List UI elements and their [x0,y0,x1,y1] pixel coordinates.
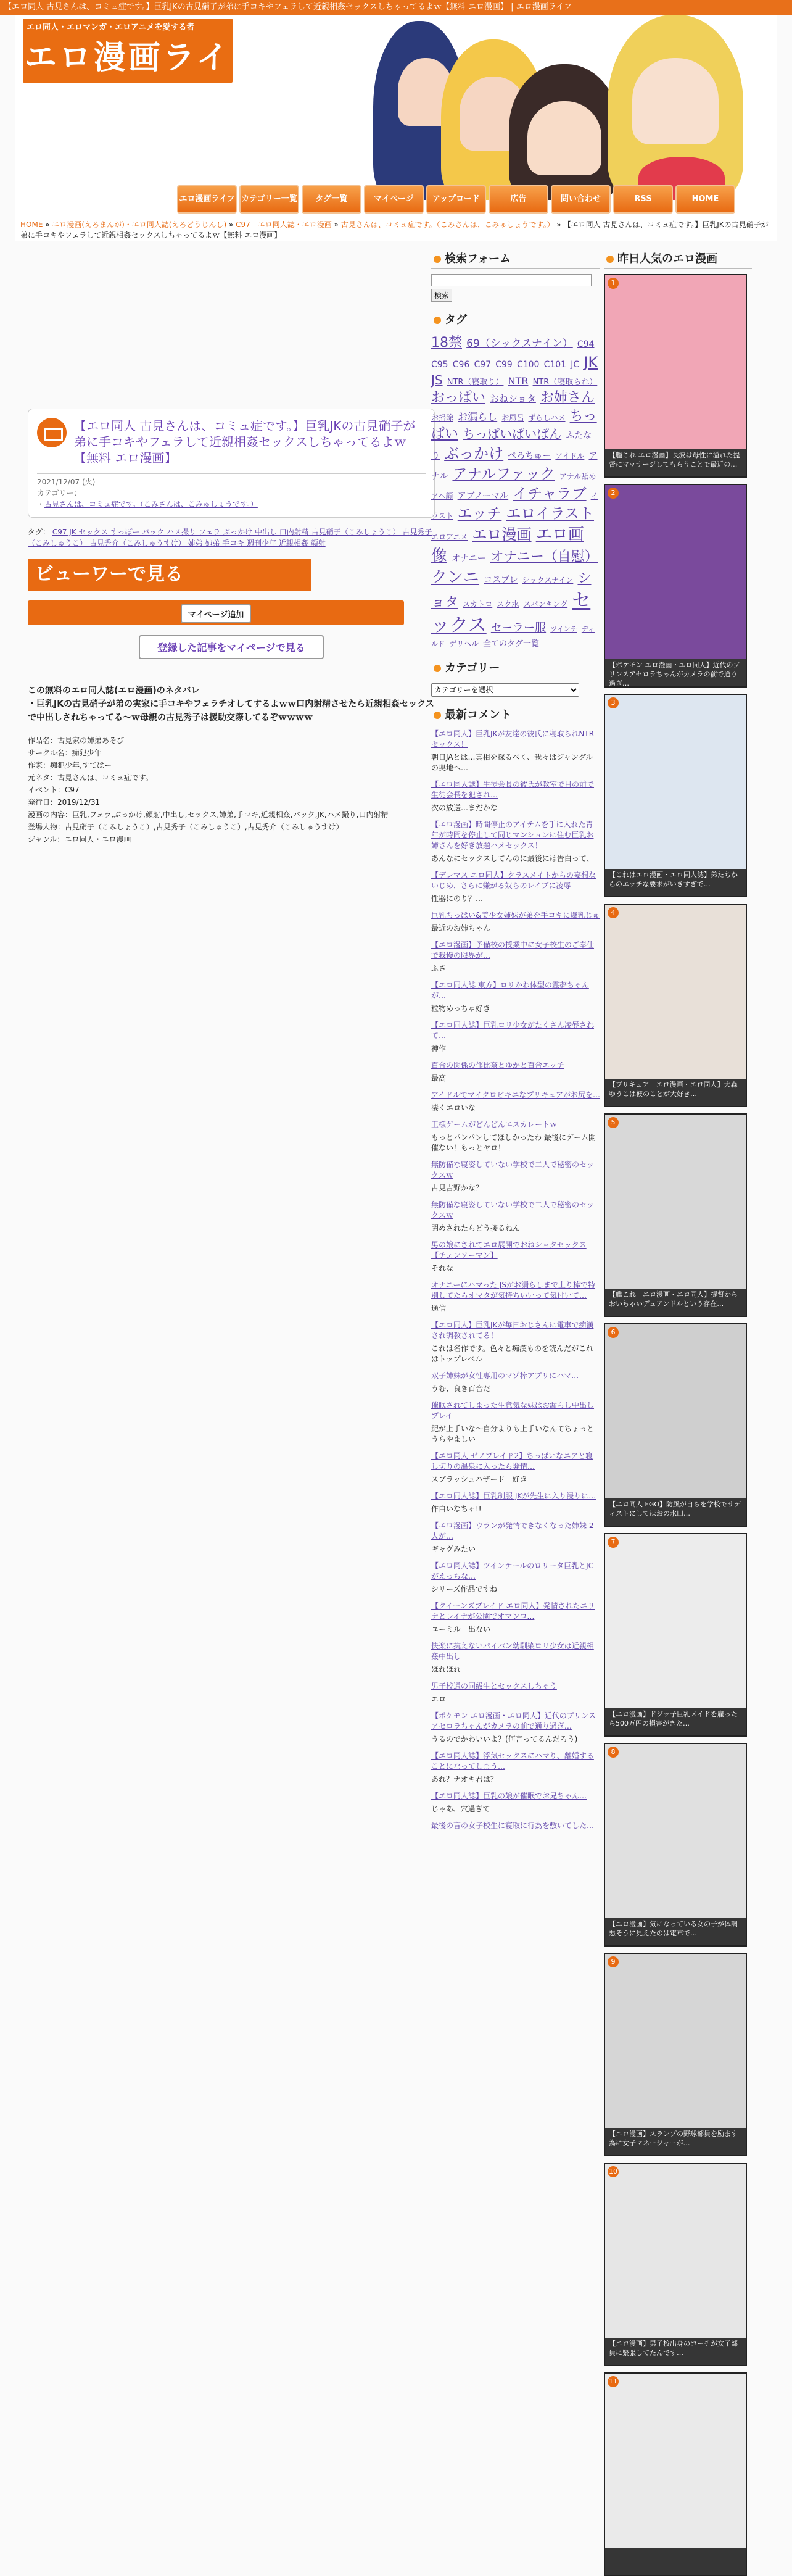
tag-link[interactable]: アナルファック [452,465,555,483]
site-header [15,15,777,200]
tag-link[interactable]: アイドル [555,452,585,461]
ranking-thumbnail[interactable] [605,2164,746,2338]
tag-link[interactable]: アヘ顔 [431,491,453,501]
comment-article-link[interactable]: オナニーにハマった JSがお漏らしまで上り棒で特別してたらオマタが気持ちいいって気付いて… [431,1280,596,1300]
comment-article-link[interactable]: 【クイーンズブレイド エロ同人】発情されたエリナとレイナが公園でオマンコ… [431,1601,595,1621]
comment-item [431,1641,600,1675]
tag-link[interactable]: クンニ [431,568,480,587]
nav-item-mypage[interactable]: マイページ [364,185,424,214]
tag-link[interactable]: ディルド [431,625,595,648]
nav-item-tags[interactable]: タグ一覧 [302,185,361,214]
tag-link[interactable]: C101 [543,359,567,370]
tags-label: タグ： [28,528,51,536]
tag-link[interactable]: おっぱい [431,390,486,406]
comment-article-link[interactable]: 催眠されてしまった生意気な妹はお漏らし中出しプレイ [431,1400,595,1420]
comment-text: あんなにセックスしてんのに最後には告白って、 [431,854,594,863]
comment-text: あれ？ナオキ君は？ [431,1774,498,1784]
ranking-number: 7 [608,1537,619,1548]
ranking-caption[interactable]: 【これはエロ漫画・エロ同人誌】弟たちからのエッチな要求がいきすぎで… [605,869,746,896]
viewer-button[interactable]: ビューワーで見る [28,559,311,591]
ranking-item[interactable] [604,2163,747,2366]
tag-link[interactable]: シックスナイン [522,575,574,584]
ranking-number: 11 [608,2376,619,2387]
ranking-thumbnail[interactable] [605,905,746,1079]
registered-articles-button[interactable]: 登録した記事をマイページで見る [139,635,324,659]
comment-item [431,910,600,934]
tag-link[interactable]: 18禁 [431,335,462,351]
comment-item [431,940,600,974]
tag-link[interactable]: お掃除 [431,413,454,422]
tag-link[interactable]: NTR（寝取られ） [532,378,598,388]
ranking-number: 1 [608,278,619,289]
nav-item-contact[interactable]: 問い合わせ [551,185,611,214]
comment-item [431,1521,600,1555]
mypage-add-button[interactable]: マイページ追加 [181,604,251,623]
category-label: カテゴリー： [37,489,81,497]
ranking-caption[interactable]: 【艦これ エロ漫画】長波は母性に溢れた提督にマッサージしてもらうことで最近の… [605,449,746,476]
tag-link[interactable]: C99 [495,359,513,370]
search-widget-title: 検索フォーム [431,249,600,269]
comment-article-link[interactable]: 【エロ同人】巨乳JKが友達の彼氏に寝取られNTRセックス！ [431,729,595,749]
main-article [28,409,435,846]
tag-link[interactable]: 69（シックスナイン） [466,338,573,350]
comment-text: 閉めされたらどう接るねん [431,1223,521,1232]
comment-item [431,1791,600,1814]
comment-article-link[interactable]: 男の娘にされてエロ展開でおねショタセックス【チェンソーマン】 [431,1240,587,1260]
comment-item [431,820,600,864]
tag-link[interactable]: JK [584,353,598,371]
breadcrumb-cat2[interactable]: C97 エロ同人誌・エロ漫画 [236,220,332,229]
ranking-item[interactable] [604,694,747,897]
recent-comments [431,729,600,1831]
nav-item-ads[interactable]: 広告 [489,185,548,214]
tag-link[interactable]: スパンキング [523,599,568,609]
ranking-number: 9 [608,1956,619,1967]
tag-link[interactable]: セーラー服 [490,621,547,635]
main-nav [177,185,735,214]
comment-item [431,1561,600,1595]
tag-link[interactable]: アナル舐め [559,472,596,481]
comment-text: ギャグみたい [431,1544,476,1553]
ranking-list [604,274,752,2576]
post-date: 2021/12/07 (火) [37,478,96,486]
ranking-caption[interactable]: 【エロ漫画】気になっている女の子が体調悪そうに見えたのは電車で… [605,1918,746,1945]
ranking-thumbnail[interactable] [605,1324,746,1498]
ranking-number: 6 [608,1327,619,1338]
comment-text: 性器にのり？… [431,894,484,903]
ranking-number: 2 [608,488,619,499]
breadcrumb: HOME » エロ漫画(えろまんが)・エロ同人誌(えろどうじんし) » C97 エロ同人誌・エロ漫画 » 古見さんは、コミュ症です。（こみさんは、こみゅしょうです。） » 【エロ同人 古見さんは、コミュ症です。】巨乳JKの古見硝子が弟に手コキやフェラして近親相姦セックスしちゃってるよｗ【無料 エロ漫画】 [20,220,769,239]
tag-link[interactable]: イチャラブ [513,484,587,502]
comment-text: 最近のお姉ちゃん [431,923,491,933]
ranking-item[interactable] [604,904,747,1107]
comment-article-link[interactable]: 【エロ同人誌 東方】ロリかわ体型の霊夢ちゃんが… [431,980,589,1000]
tag-link[interactable]: C94 [577,339,595,349]
ranking-item[interactable] [604,2372,747,2576]
ranking-caption[interactable]: 【プリキュア エロ漫画・エロ同人】大森ゆうこは彼のことが大好き… [605,1079,746,1106]
comment-article-link[interactable]: 【ポケモン エロ漫画・エロ同人】近代のプリンスアセロラちゃんがカメラの前で通り過ぎ… [431,1711,596,1730]
ranking-item[interactable] [604,1113,747,1317]
mypage-add-bar [28,600,404,625]
ranking-caption[interactable]: 【エロ漫画】ドジッ子巨乳メイドを雇ったら500万円の損害がきた… [605,1708,746,1735]
comment-article-link[interactable]: 百合の関係の郁比奈とゆかと百合エッチ [431,1060,564,1070]
ranking-caption[interactable]: 【エロ同人 FGO】防風が自らを学校でサディストにしてほおの水田… [605,1498,746,1526]
comment-text: 神作 [431,1044,447,1053]
ranking-caption[interactable]: 【エロ漫画】男子校出身のコーチが女子部員に緊張してたんです… [605,2338,746,2365]
comment-article-link[interactable]: 【エロ同人誌】浮気セックスにハマり、離婚することになってしまう… [431,1751,594,1771]
post-box [28,409,435,518]
comment-item [431,870,600,904]
comment-item [431,1240,600,1274]
comment-text: ユーミル 出ない [431,1624,491,1634]
tag-link[interactable]: お姉さん [540,390,595,406]
ranking-number: 10 [608,2166,619,2177]
tag-link[interactable]: JC [571,359,580,370]
comment-article-link[interactable]: 【エロ同人誌】ツインテールのロリータ巨乳とJCがえっちな… [431,1561,594,1581]
top-title-bar: 【エロ同人 古見さんは、コミュ症です。】巨乳JKの古見硝子が弟に手コキやフェラして近親相姦セックスしちゃってるよｗ【無料 エロ漫画】 | エロ漫画ライフ [0,0,792,15]
nav-item-upload[interactable]: アップロード [426,185,486,214]
breadcrumb-cat1[interactable]: エロ漫画(えろまんが)・エロ同人誌(えろどうじんし) [52,220,227,229]
comment-text: ほれほれ [431,1664,461,1674]
ranking-number: 8 [608,1747,619,1758]
comment-item [431,1491,600,1514]
tag-link[interactable]: ぶっかけ [444,445,504,463]
comment-item [431,1320,600,1365]
comment-text: じゃあ、穴過ぎて [431,1804,490,1813]
nav-item-home[interactable]: HOME [675,185,735,214]
post-meta: 2021/12/07 (火) カテゴリー： ・古見さんは、コミュ症です。（こみさんは、こみゅしょうです。） [37,473,426,510]
comment-text: 最高 [431,1073,447,1082]
comment-article-link[interactable]: 双子姉妹が女性専用のマゾ棒アプリにハマ… [431,1371,579,1380]
comment-article-link[interactable]: 無防備な寝姿していない学校で二人で秘密のセックスｗ [431,1160,595,1179]
ranking-item[interactable] [604,1323,747,1527]
tag-link[interactable]: C100 [516,359,540,370]
comment-item [431,1020,600,1054]
comment-article-link[interactable]: 王様ゲームがどんどんエスカレートｗ [431,1120,558,1129]
comment-item [431,1371,600,1394]
comment-item [431,1120,600,1153]
nav-item-home-site[interactable]: エロ漫画ライフ [177,185,237,214]
ranking-caption[interactable]: 【ポケモン エロ漫画・エロ同人】近代のプリンスアセロラちゃんがカメラの前で通り過ぎ… [605,659,746,686]
post-tags[interactable]: C97 JK セックス すっぽー バック ハメ撮り フェラ ぶっかけ 中出し 口内射精 古見硝子（こみしょうこ） 古見秀子（こみしゅうこ） 古見秀介（こみしゅうすけ） 姉弟 姉弟 手コキ 週刊少年 近親相姦 顔射 [28,528,432,547]
comment-item [431,1400,600,1445]
logo-tagline: エロ同人・エロマンガ・エロアニメを愛する者 [27,23,195,32]
comment-text: 凄くエロいな [431,1103,476,1112]
tag-link[interactable]: オナニー [452,553,486,563]
ranking-item[interactable] [604,1533,747,1737]
comment-text: 作白いなちゃ!! [431,1504,482,1513]
tag-link[interactable]: スカトロ [463,599,493,609]
sidebar-widgets [431,241,600,2401]
comments-widget-title: 最新コメント [431,705,600,725]
tag-link[interactable]: おねショタ [490,393,536,405]
tag-link[interactable]: お風呂 [501,413,524,422]
tag-link[interactable]: ずらしハメ [528,413,566,422]
ranking-item[interactable] [604,1743,747,1947]
comment-text: 次の放送…まだかな [431,803,498,812]
tag-link[interactable]: ツインテ [550,625,577,634]
post-title[interactable]: 【エロ同人 古見さんは、コミュ症です。】巨乳JKの古見硝子が弟に手コキやフェラして近親相姦セックスしちゃってるよｗ【無料 エロ漫画】 [74,418,416,465]
comment-item [431,1451,600,1485]
comment-text: もっとパンパンしてほしかったわ 最後にゲーム開催ない！もっとヤロ！ [431,1132,596,1152]
breadcrumb-current: 【エロ同人 古見さんは、コミュ症です。】巨乳JKの古見硝子が弟に手コキやフェラして近親相姦セックスしちゃってるよｗ【無料 エロ漫画】 [20,220,769,239]
comment-article-link[interactable]: 【エロ漫画】ウランが発情できなくなった姉妹 2人が… [431,1521,594,1540]
post-category-link[interactable]: 古見さんは、コミュ症です。（こみさんは、こみゅしょうです。） [44,500,258,509]
comment-text: 古見吉野かな？ [431,1183,484,1192]
ranking-item[interactable] [604,1953,747,2156]
comment-article-link[interactable]: 快楽に抗えないパイパン幼馴染ロリ少女は近親相姦中出し [431,1641,594,1661]
comment-item [431,1681,600,1705]
comment-article-link[interactable]: 【エロ同人誌】巨乳の娘が催眠でお兄ちゃん… [431,1791,587,1800]
comment-article-link[interactable]: 【エロ同人 ゼノブレイド2】ちっぱいなニアと寝し切りの温泉に入ったら発情… [431,1451,593,1471]
tag-link[interactable]: セックス [431,589,591,637]
logo-name: エロ漫画ライフ [24,39,231,114]
comment-article-link[interactable]: 【エロ漫画】時間停止のアイテムを手に入れた青年が時間を停止して同じマンションに住む巨乳お姉さんを好き放題ハメセックス！ [431,820,594,850]
category-widget-title: カテゴリー [431,659,600,678]
tag-link[interactable]: C96 [452,359,470,370]
ranking-thumbnail[interactable] [605,485,746,659]
ranking-thumbnail[interactable] [605,695,746,869]
comment-article-link[interactable]: 巨乳ちっぱい&美少女姉妹が弟を手コキに爆乳じゅ [431,910,600,920]
ranking-thumbnail[interactable] [605,275,746,449]
tag-link[interactable]: NTR（寝取り） [447,378,504,388]
comment-item [431,1200,600,1234]
breadcrumb-home[interactable]: HOME [20,220,43,229]
tag-link[interactable]: イラスト [431,491,598,521]
comment-text: 朝日JAとは…真相を探るべく、我々はジャングルの奥地へ… [431,752,593,772]
tag-link[interactable]: エロイラスト [506,505,595,523]
tag-link[interactable]: オナニー（自慰） [490,549,598,565]
ranking-caption[interactable]: 【エロ漫画】スランプの野球部員を励ます為に女子マネージャーが… [605,2128,746,2155]
comment-item [431,1280,600,1314]
comment-text: うるのでかわいいよ？(何言ってるんだろう) [431,1734,578,1743]
tag-cloud [431,334,600,650]
tag-link[interactable]: アブノーマル [457,491,509,501]
comment-text: 粒物めっちゃ好き [431,1003,490,1013]
tag-link[interactable]: JS [431,373,443,388]
comment-item [431,1821,600,1831]
ranking-thumbnail[interactable] [605,1115,746,1289]
tag-link[interactable]: エッチ [457,505,502,523]
tag-link[interactable]: NTR [508,375,529,388]
comment-item [431,779,600,813]
comment-item [431,729,600,773]
comment-text: 通信 [431,1303,447,1313]
tag-link[interactable]: C95 [431,359,448,370]
comment-article-link[interactable]: 男子校通の同級生とセックスしちゃう [431,1681,557,1690]
tags-widget-title: タグ [431,310,600,330]
search-button[interactable]: 検索 [431,289,452,302]
comment-article-link[interactable]: アイドルでマイクロビキニなプリキュアがお尻を… [431,1090,600,1099]
comment-item [431,1601,600,1635]
tag-link[interactable]: エロアニメ [431,532,468,541]
comment-article-link[interactable]: 最後の言の女子校生に寝取に行為を敷いてした… [431,1821,595,1830]
ranking-number: 5 [608,1117,619,1128]
tag-link[interactable]: ショタ [431,570,592,610]
tag-link[interactable]: 全てのタグ一覧 [483,639,540,649]
nav-item-categories[interactable]: カテゴリー一覧 [239,185,299,214]
comment-item [431,980,600,1014]
post-description: この無料のエロ同人誌(エロ漫画)のネタバレ ・巨乳JKの古見硝子が弟の実家に手コキやフェラチオしてするよｗｗ口内射精させたら近親相姦セックスで中出しされちゃってる〜ｗ母親の古見秀子は援助交際してるぞｗｗｗｗ [28,686,434,723]
nav-item-rss[interactable]: RSS [613,185,673,214]
comment-article-link[interactable]: 【デレマス エロ同人】クラスメイトからの妄想ないじめ、さらに嫌がる奴らのレイプに凌辱 [431,870,596,890]
page-container [15,15,777,2385]
tag-link[interactable]: お漏らし [458,410,498,423]
ranking-thumbnail[interactable] [605,1954,746,2128]
tag-link[interactable]: ふたなり [431,431,592,462]
header-illustration [349,15,774,200]
comment-item [431,1090,600,1113]
comment-text: スプラッシュハザード 好き [431,1474,527,1484]
comment-text: うむ、良き百合だ [431,1384,491,1393]
tag-link[interactable]: C97 [474,359,492,370]
post-spec: 作品名：古見家の姉弟あそび サークル名：痴犯少年 作家：痴犯少年,すてぱー 元ネタ：古見さんは、コミュ症です。 イベント：C97 発行日：2019/12/31 漫画の内容：巨乳,フェラ,ぶっかけ,顔射,中出し,セックス,姉弟,手コキ,近親相姦,バック,JK,ハメ撮り,口内射精 登場人物：古見硝子（こみしょうこ）,古見秀子（こみしゅうこ）,古見秀介（こみしゅうすけ） ジャンル：エロ同人・エロ漫画 [28,736,389,844]
comment-text: それな [431,1263,454,1273]
comment-article-link[interactable]: 無防備な寝姿していない学校で二人で秘密のセックスｗ [431,1200,595,1219]
comment-article-link[interactable]: 【エロ同人誌】巨乳ロリ少女がたくさん凌辱されて… [431,1020,595,1040]
ranking-item[interactable] [604,484,747,688]
tag-link[interactable]: ペろちゅー [508,451,551,462]
site-logo[interactable] [23,19,233,114]
comment-item [431,1060,600,1084]
comment-article-link[interactable]: 【エロ同人誌】巨乳制服 JKが先生に入り浸りに… [431,1491,596,1500]
search-form [431,269,600,302]
breadcrumb-cat3[interactable]: 古見さんは、コミュ症です。（こみさんは、こみゅしょうです。） [340,220,555,229]
tag-link[interactable]: エロ画像 [431,525,584,565]
comment-article-link[interactable]: 【エロ同人】巨乳JKが毎日おじさんに電車で痴漢され調教されてる！ [431,1320,594,1340]
ranking-thumbnail[interactable] [605,1744,746,1918]
comment-text: これは名作です。色々と痴漢ものを読んだがこれはトップレベル [431,1344,594,1363]
tag-link[interactable]: ちっぱいぱいぱん [463,426,562,442]
comment-item [431,1160,600,1194]
ranking-title: 昨日人気のエロ漫画 [604,249,752,269]
comment-article-link[interactable]: 【エロ漫画】予備校の授業中に女子校生のご奉仕で我慢の限界が… [431,940,595,960]
ranking-thumbnail[interactable] [605,1534,746,1708]
comment-text: 紀が上手いな～自分よりも上手いなんてちょっとうらやましい [431,1424,595,1444]
ranking-sidebar [604,241,752,2401]
ranking-caption[interactable]: 【艦これ エロ漫画・エロ同人】提督からおいちゃいデュアンドルという存在… [605,1289,746,1316]
tag-link[interactable]: コスプレ [484,575,518,585]
book-icon [37,418,67,447]
ranking-item[interactable] [604,274,747,478]
comment-text: ふさ [431,963,447,973]
tag-link[interactable]: デリヘル [449,639,479,648]
comment-text: エロ [431,1694,447,1703]
ranking-thumbnail[interactable] [605,2374,746,2548]
search-input[interactable] [431,274,592,286]
comment-item [431,1711,600,1745]
comment-text: シリーズ作品ですね [431,1584,498,1593]
category-select[interactable] [431,683,579,697]
ranking-number: 4 [608,907,619,918]
tag-link[interactable]: ちっぱい [431,408,597,442]
tag-link[interactable]: スク水 [497,599,519,609]
ranking-number: 3 [608,697,619,708]
ranking-caption[interactable] [605,2548,746,2575]
tag-link[interactable]: アナル [431,451,598,481]
comment-article-link[interactable]: 【エロ同人誌】生徒会長の彼氏が教室で目の前で生徒会長を犯され… [431,779,595,799]
comment-item [431,1751,600,1785]
tag-link[interactable]: エロ漫画 [472,525,532,543]
